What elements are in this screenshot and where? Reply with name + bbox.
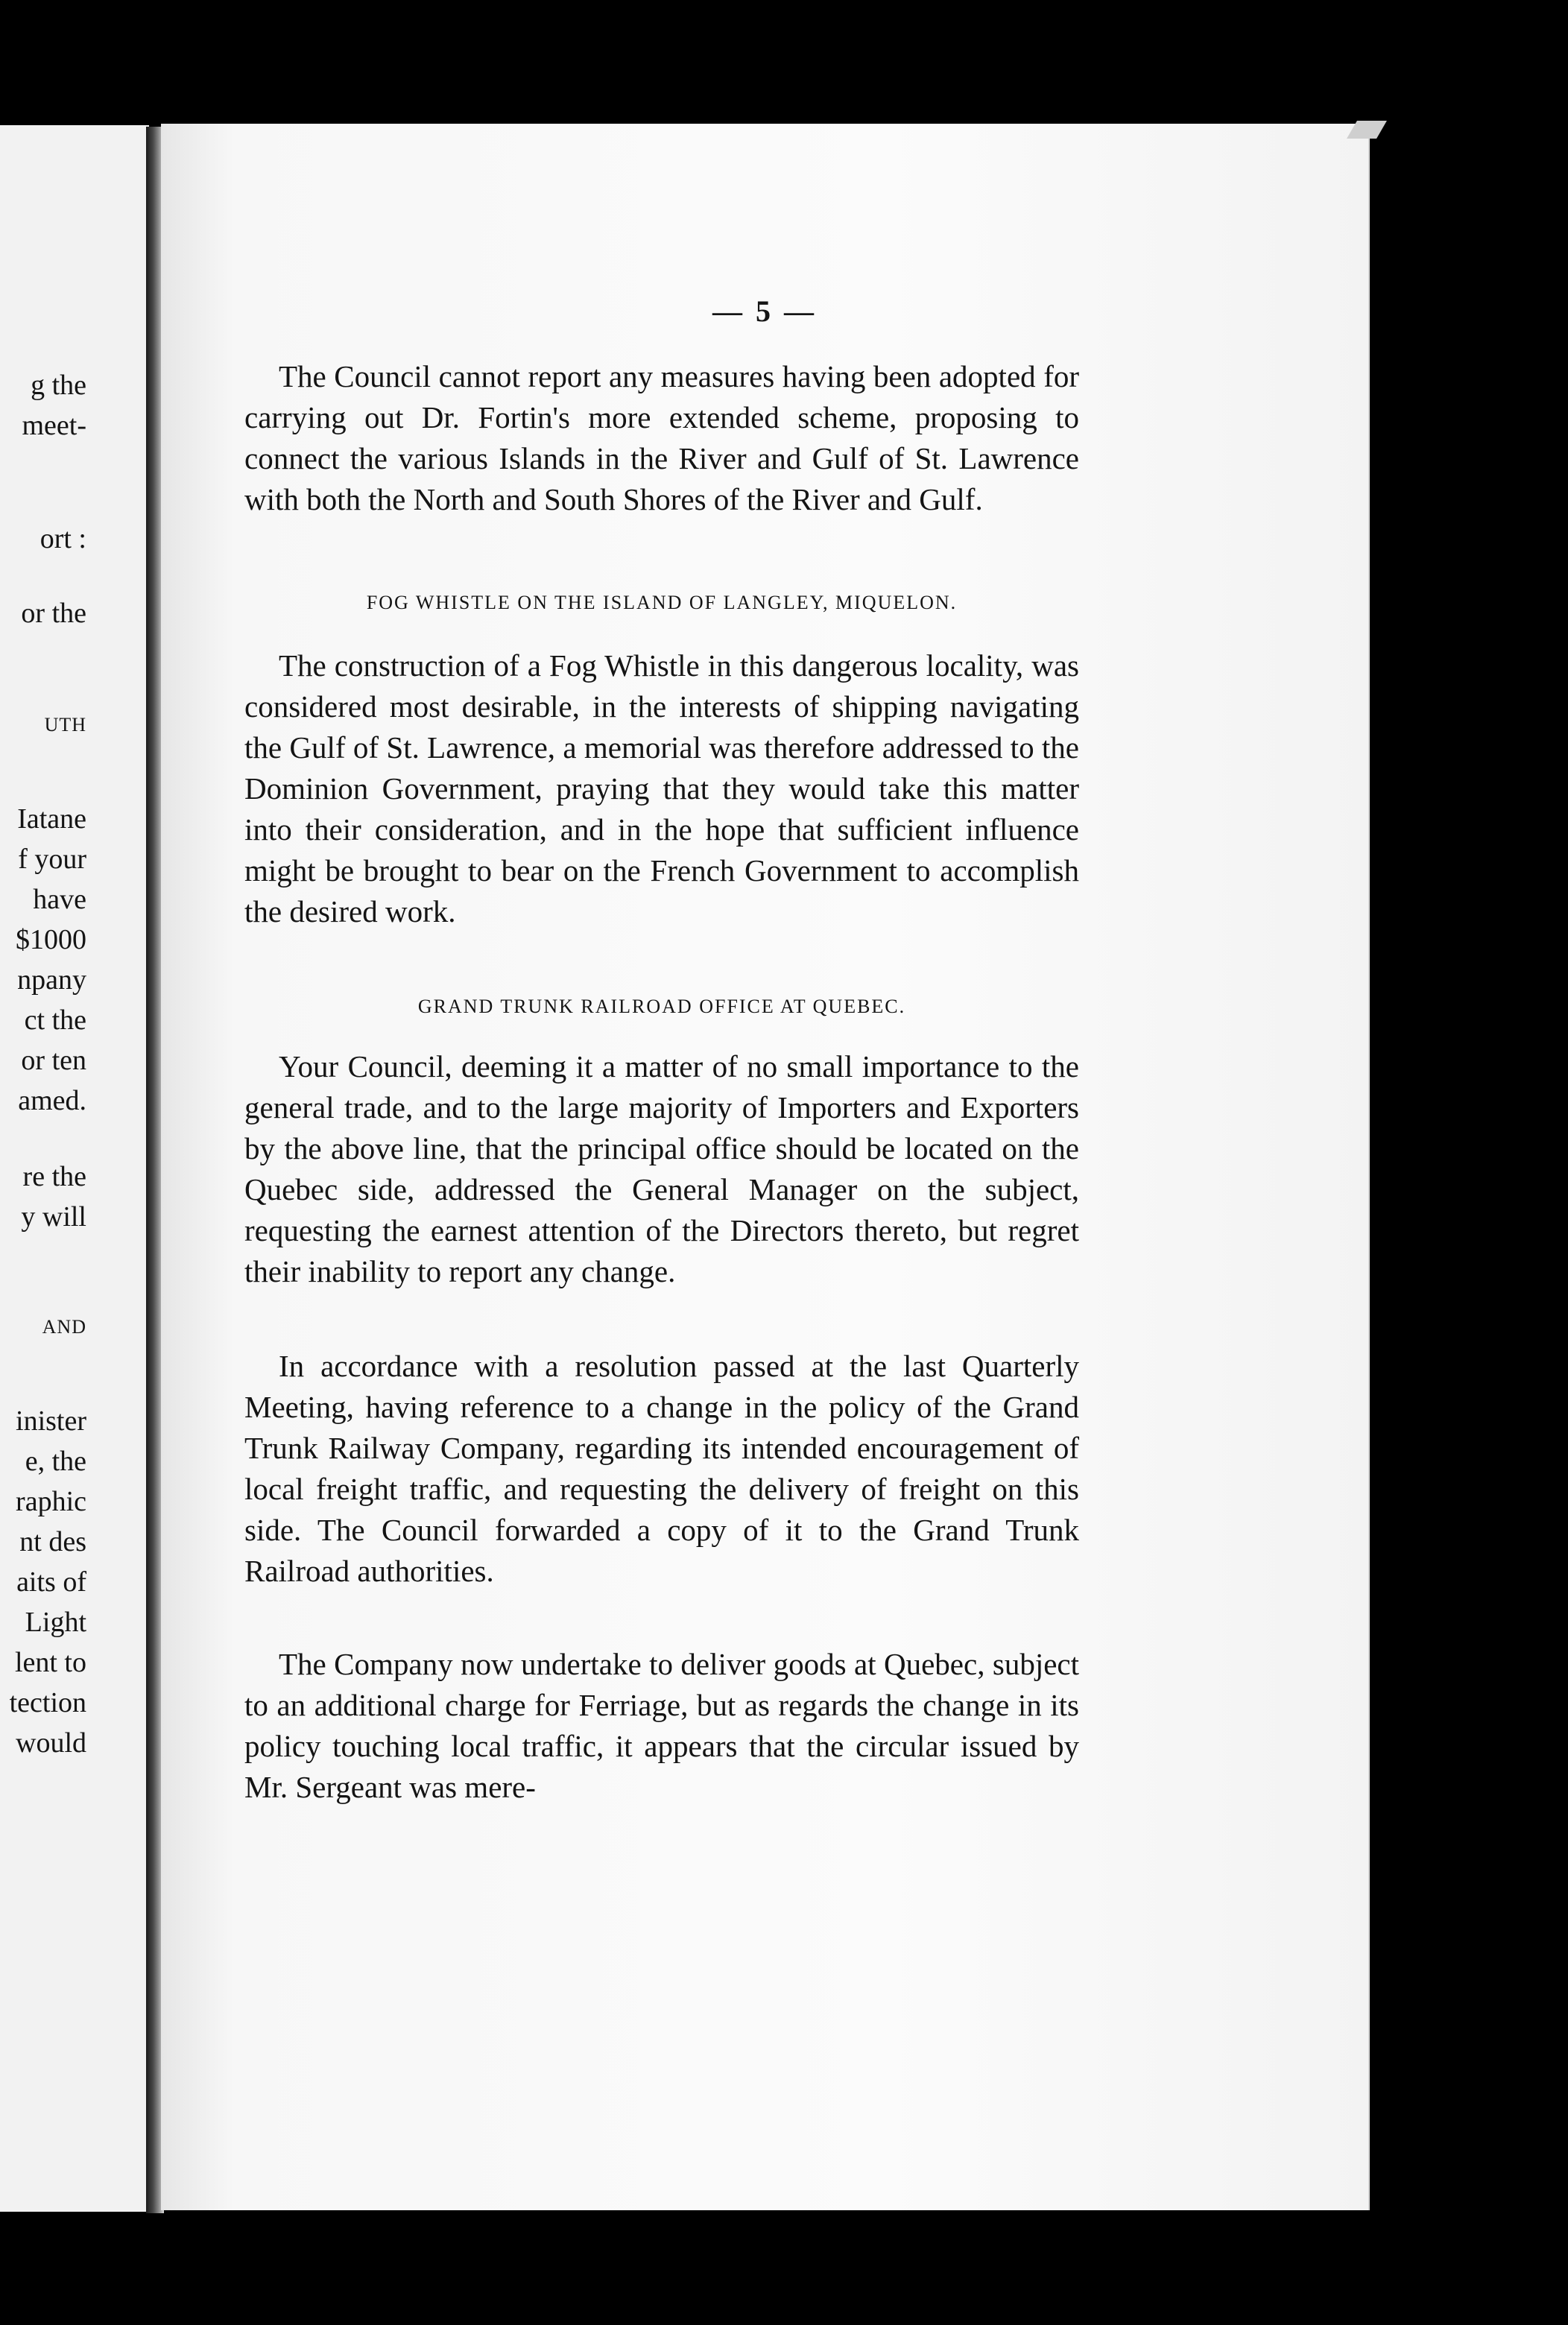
paragraph-council-report — [244, 356, 1079, 520]
paragraph-text: The construction of a Fog Whistle in this dangerous locality, was considered most desirable, in the interests of shipping navigating the Gulf of St. Lawrence, a memorial was therefore addressed to the Dominion Government, praying that they would take this matter into their consideration, and in the hope that sufficient influence might be brought to bear on the French Government to accomplish the desired work. — [244, 648, 1079, 929]
fragment-line: ct the — [24, 1005, 86, 1036]
fragment-line: amed. — [18, 1085, 86, 1116]
paragraph-grand-trunk-office — [244, 1046, 1079, 1292]
fragment-line: $1000 — [16, 924, 86, 955]
paragraph-text: The Company now undertake to deliver goods at Quebec, subject to an additional charge for Ferriage, but as regards the change in its policy touching local traffic, it appears that the circular issued by Mr. Sergeant was mere- — [244, 1647, 1079, 1804]
fragment-line: g the — [31, 370, 86, 401]
paragraph-text: In accordance with a resolution passed at the last Quarterly Meeting, having reference to a change in the policy of the Grand Trunk Railway Company, regarding its intended encouragement of local freight traffic, and requesting the delivery of freight on this side. The Council forwarded a copy of it to the Grand Trunk Railroad authorities. — [244, 1349, 1079, 1588]
page-number: — 5 — — [712, 294, 817, 328]
fragment-line: AND — [42, 1316, 86, 1338]
fragment-line: y will — [21, 1201, 86, 1233]
fragment-line: Light — [25, 1607, 86, 1638]
section-heading-fog-whistle — [244, 592, 1079, 614]
fragment-line: inister — [16, 1405, 86, 1437]
section-heading: FOG WHISTLE ON THE ISLAND OF LANGLEY, MIQUELON. — [366, 592, 958, 613]
paragraph-text: Your Council, deeming it a matter of no small importance to the general trade, and to the large majority of Importers and Exporters by the above line, that the principal office should be located on the Quebec side, addressed the General Manager on the subject, requesting the earnest attention of the Directors thereto, but regret their inability to report any change. — [244, 1049, 1079, 1288]
paragraph-fog-whistle — [244, 645, 1079, 932]
fragment-line: aits of — [16, 1566, 86, 1598]
paragraph-quarterly-meeting — [244, 1346, 1079, 1592]
fragment-line: meet- — [22, 410, 86, 441]
section-heading: GRAND TRUNK RAILROAD OFFICE AT QUEBEC. — [417, 996, 906, 1017]
fragment-line: lent to — [14, 1647, 86, 1678]
fragment-line: tection — [9, 1687, 86, 1718]
fragment-line: f your — [18, 844, 86, 875]
fragment-line: e, the — [25, 1446, 86, 1477]
fragment-line: nt des — [19, 1526, 86, 1557]
fragment-line: ort : — [39, 523, 86, 554]
previous-page-fragment — [0, 125, 149, 2212]
fragment-line: Iatane — [17, 803, 86, 835]
fragment-line: have — [33, 884, 86, 915]
fragment-line: would — [16, 1727, 86, 1759]
fragment-line: UTH — [44, 714, 86, 736]
fragment-line: npany — [17, 964, 86, 996]
fragment-line: or the — [21, 598, 86, 629]
paragraph-text: The Council cannot report any measures having been adopted for carrying out Dr. Fortin's more extended scheme, proposing to connect the various Islands in the River and Gulf of St. Lawrence with both the North and South Shores of the River and Gulf. — [244, 359, 1079, 516]
section-heading-grand-trunk — [244, 996, 1079, 1018]
page-corner — [1347, 121, 1387, 139]
paragraph-company-undertake — [244, 1644, 1079, 1808]
document-page — [161, 124, 1368, 2210]
fragment-line: or ten — [21, 1045, 86, 1076]
fragment-line: re the — [22, 1161, 86, 1192]
fragment-line: raphic — [16, 1486, 86, 1517]
